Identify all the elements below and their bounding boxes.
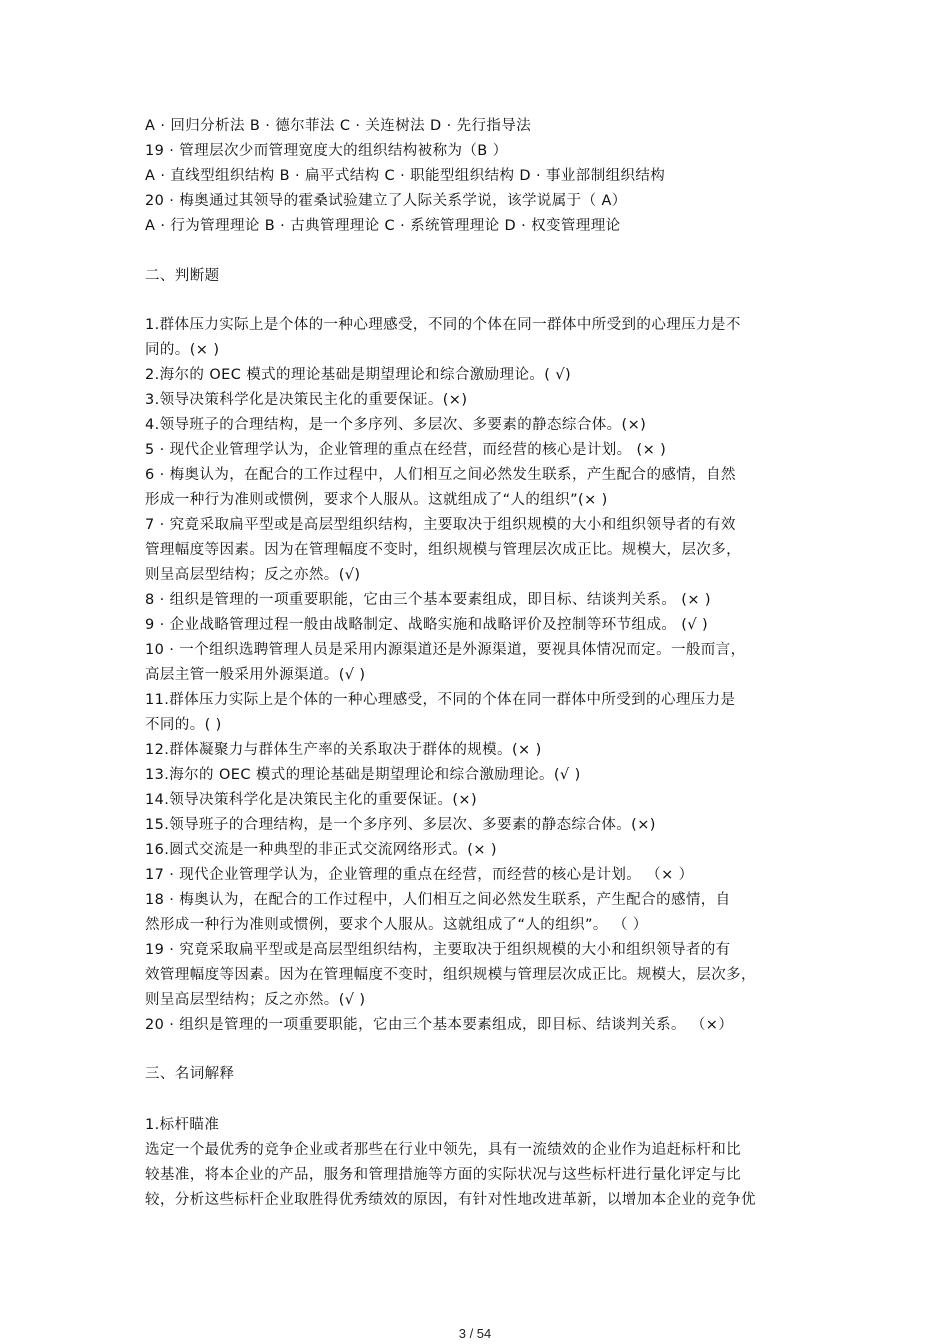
tf-item-9: 9 · 企业战略管理过程一般由战略制定、战略实施和战略评价及控制等环节组成。 (√ ) — [145, 617, 709, 633]
tf-item-19-line2: 效管理幅度等因素。因为在管理幅度不变时，组织规模与管理层次成正比。规模大，层次多， — [145, 967, 756, 983]
tf-item-2: 2.海尔的 OEC 模式的理论基础是期望理论和综合激励理论。( √) — [145, 367, 572, 383]
tf-item-10-line1: 10 · 一个组织选聘管理人员是采用内源渠道还是外源渠道，要视具体情况而定。一般而言， — [145, 642, 746, 658]
tf-item-16: 16.圆式交流是一种典型的非正式交流网络形式。(× ) — [145, 842, 497, 858]
section-heading-true-false: 二、判断题 — [145, 268, 220, 284]
tf-item-7-line3: 则呈高层型结构；反之亦然。(√) — [145, 567, 361, 583]
page-number: 3 / 54 — [458, 1326, 492, 1341]
q20-options: A · 行为管理理论 B · 古典管理理论 C · 系统管理理论 D · 权变管理理论 — [145, 218, 621, 234]
term-1-definition-line3: 较，分析这些标杆企业取胜得优秀绩效的原因，有针对性地改进革新，以增加本企业的竞争优 — [145, 1192, 756, 1208]
tf-item-11-line1: 11.群体压力实际上是个体的一种心理感受，不同的个体在同一群体中所受到的心理压力是 — [145, 692, 736, 708]
tf-item-7-line1: 7 · 究竟采取扁平型或是高层型组织结构，主要取决于组织规模的大小和组织领导者的有效 — [145, 517, 736, 533]
tf-item-12: 12.群体凝聚力与群体生产率的关系取决于群体的规模。(× ) — [145, 742, 542, 758]
tf-item-10-line2: 高层主管一般采用外源渠道。(√ ) — [145, 667, 366, 683]
tf-item-6-line2: 形成一种行为准则或惯例，要求个人服从。这就组成了“人的组织”(× ) — [145, 492, 608, 508]
section-heading-term-definitions: 三、名词解释 — [145, 1066, 235, 1082]
q19-options: A · 直线型组织结构 B · 扁平式结构 C · 职能型组织结构 D · 事业部制组织结构 — [145, 168, 666, 184]
tf-item-17: 17 · 现代企业管理学认为，企业管理的重点在经营，而经营的核心是计划。 （× ） — [145, 867, 694, 883]
tf-item-11-line2: 不同的。( ) — [145, 717, 222, 733]
tf-item-1-line1: 1.群体压力实际上是个体的一种心理感受，不同的个体在同一群体中所受到的心理压力是不 — [145, 317, 741, 333]
tf-item-19-line1: 19 · 究竟采取扁平型或是高层型组织结构，主要取决于组织规模的大小和组织领导者的有 — [145, 942, 731, 958]
q18-options: A · 回归分析法 B · 德尔菲法 C · 关连树法 D · 先行指导法 — [145, 118, 532, 134]
q20-question: 20 · 梅奥通过其领导的霍桑试验建立了人际关系学说，该学说属于（ A） — [145, 193, 627, 209]
tf-item-6-line1: 6 · 梅奥认为，在配合的工作过程中，人们相互之间必然发生联系，产生配合的感情，自然 — [145, 467, 736, 483]
tf-item-14: 14.领导决策科学化是决策民主化的重要保证。(×) — [145, 792, 478, 808]
tf-item-8: 8 · 组织是管理的一项重要职能，它由三个基本要素组成，即目标、结谈判关系。 (× ) — [145, 592, 711, 608]
q19-question: 19 · 管理层次少而管理宽度大的组织结构被称为（B ） — [145, 143, 508, 159]
term-1-title: 1.标杆瞄准 — [145, 1117, 220, 1133]
tf-item-18-line2: 然形成一种行为准则或惯例，要求个人服从。这就组成了“人的组织”。 （ ） — [145, 917, 648, 933]
tf-item-5: 5 · 现代企业管理学认为，企业管理的重点在经营，而经营的核心是计划。 (× ) — [145, 442, 667, 458]
tf-item-13: 13.海尔的 OEC 模式的理论基础是期望理论和综合激励理论。(√ ) — [145, 767, 581, 783]
tf-item-4: 4.领导班子的合理结构，是一个多序列、多层次、多要素的静态综合体。(×) — [145, 417, 647, 433]
tf-item-20: 20 · 组织是管理的一项重要职能，它由三个基本要素组成，即目标、结谈判关系。 （×） — [145, 1017, 734, 1033]
term-1-definition-line2: 较基准，将本企业的产品，服务和管理措施等方面的实际状况与这些标杆进行量化评定与比 — [145, 1167, 741, 1183]
tf-item-1-line2: 同的。(× ) — [145, 342, 220, 358]
tf-item-15: 15.领导班子的合理结构，是一个多序列、多层次、多要素的静态综合体。(×) — [145, 817, 656, 833]
tf-item-3: 3.领导决策科学化是决策民主化的重要保证。(×) — [145, 392, 468, 408]
tf-item-19-line3: 则呈高层型结构；反之亦然。(√ ) — [145, 992, 366, 1008]
term-1-definition-line1: 选定一个最优秀的竞争企业或者那些在行业中领先，具有一流绩效的企业作为追赶标杆和比 — [145, 1142, 741, 1158]
tf-item-18-line1: 18 · 梅奥认为，在配合的工作过程中，人们相互之间必然发生联系，产生配合的感情，自 — [145, 892, 731, 908]
tf-item-7-line2: 管理幅度等因素。因为在管理幅度不变时，组织规模与管理层次成正比。规模大，层次多， — [145, 542, 741, 558]
